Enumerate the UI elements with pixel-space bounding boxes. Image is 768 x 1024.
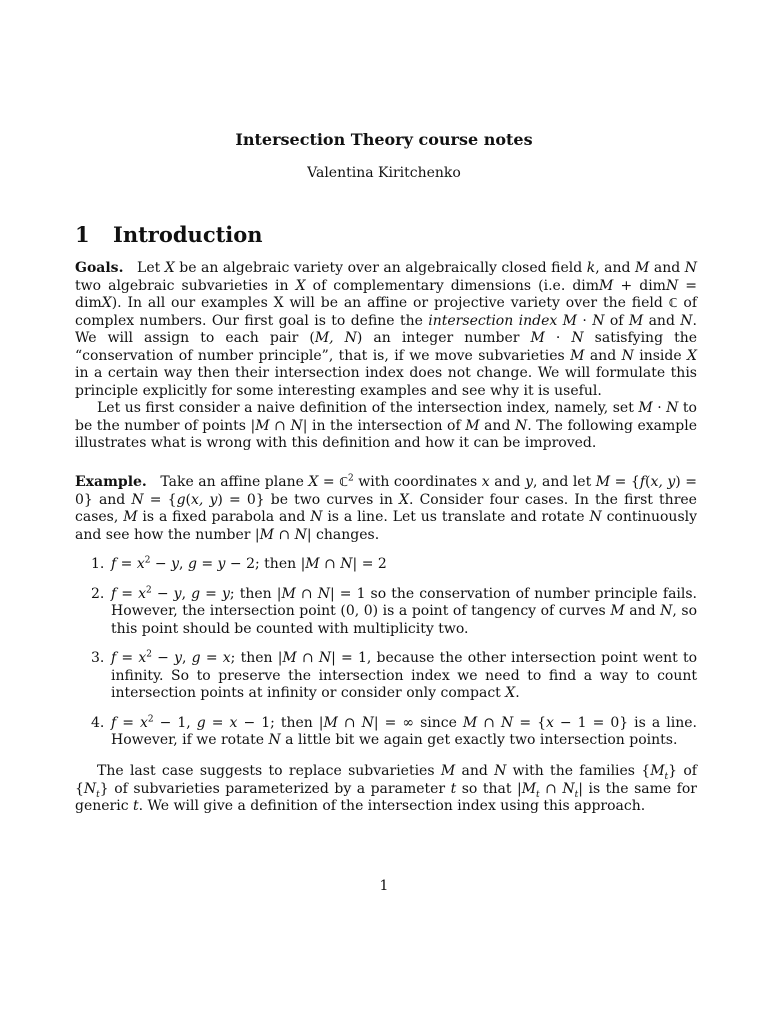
closing-paragraph: The last case suggests to replace subvarieties M and N with the families $\{M_t\}$ of $\{N_t\}$ of subvarieties parameterized by a parameter t so that $|M_t$ ∩ $N_t|$ is the same for generic t. We will give a definition of the intersection index using this approach. (75, 763, 697, 814)
list-item-number: 3. (91, 650, 105, 666)
section-number: 1 (75, 222, 90, 247)
list-item: 3. $f = x^2 - y$, g = x; then |M ∩ N| = 1, because the other intersection point went to infinity. So to preserve the intersection index we need to find a way to count intersection points at infinity or consider only compact X. (91, 649, 698, 701)
list-item: 4. $f = x^2 - 1$, g = x − 1; then |M ∩ N| = ∞ since M ∩ N = {x − 1 = 0} is a line. However, if we rotate N a little bit we again get exactly two intersection points. (91, 713, 697, 748)
list-item-number: 1. (91, 556, 105, 572)
section-title: Introduction (113, 222, 263, 247)
naive-definition-paragraph: Let us first consider a naive definition of the intersection index, namely, set M · N to be the number of points |M ∩ N| in the intersection of M and N. The following example illustrates what is wrong with this definition and how it can be improved. (75, 400, 697, 451)
goals-label: Goals. (75, 260, 124, 276)
list-item: 1. $f = x^2 - y$, g = y − 2; then |M ∩ N| = 2 (91, 555, 387, 572)
document-author: Valentina Kiritchenko (307, 165, 461, 181)
document-title: Intersection Theory course notes (235, 130, 533, 149)
section-heading (75, 222, 263, 247)
example-label: Example. (75, 474, 147, 490)
list-item-number: 4. (91, 714, 105, 731)
goals-paragraph (75, 260, 697, 400)
example-paragraph: Example. Take an affine plane X = ℂ$^2$ with coordinates x and y, and let M = {f(x, y) = 0} and N = {g(x, y) = 0} be two curves in X. Consider four cases. In the first three cases, M is a fixed parabola and N is a line. Let us translate and rotate N continuously and see how the number |M ∩ N| changes. (75, 473, 698, 543)
list-item-number: 2. (91, 585, 105, 602)
closing-block (75, 763, 697, 816)
goals-block (75, 260, 697, 453)
page-number: 1 (379, 878, 389, 894)
example-block (75, 474, 697, 544)
cases-list (75, 556, 697, 750)
goals-text: Let X be an algebraic variety over an algebraically closed field k, and M and N two algebraic subvarieties in X of complementary dimensions (i.e. dimM + dimN = dimX). In all our examples X will be an affine or projective variety over the field ℂ of complex numbers. Our first goal is to define the intersection index M · N of M and N. We will assign to each pair (M, N) an integer number M · N satisfying the “conservation of number principle”, that is, if we move subvarieties M and N inside X in a certain way then their intersection index does not change. We will formulate this principle explicitly for some interesting examples and see why it is useful. (75, 260, 698, 399)
list-item: 2. $f = x^2 - y$, g = y; then |M ∩ N| = 1 so the conservation of number principle fails. However, the intersection point (0, 0) is a point of tangency of curves M and N, so this point should be counted with multiplicity two. (91, 584, 698, 637)
